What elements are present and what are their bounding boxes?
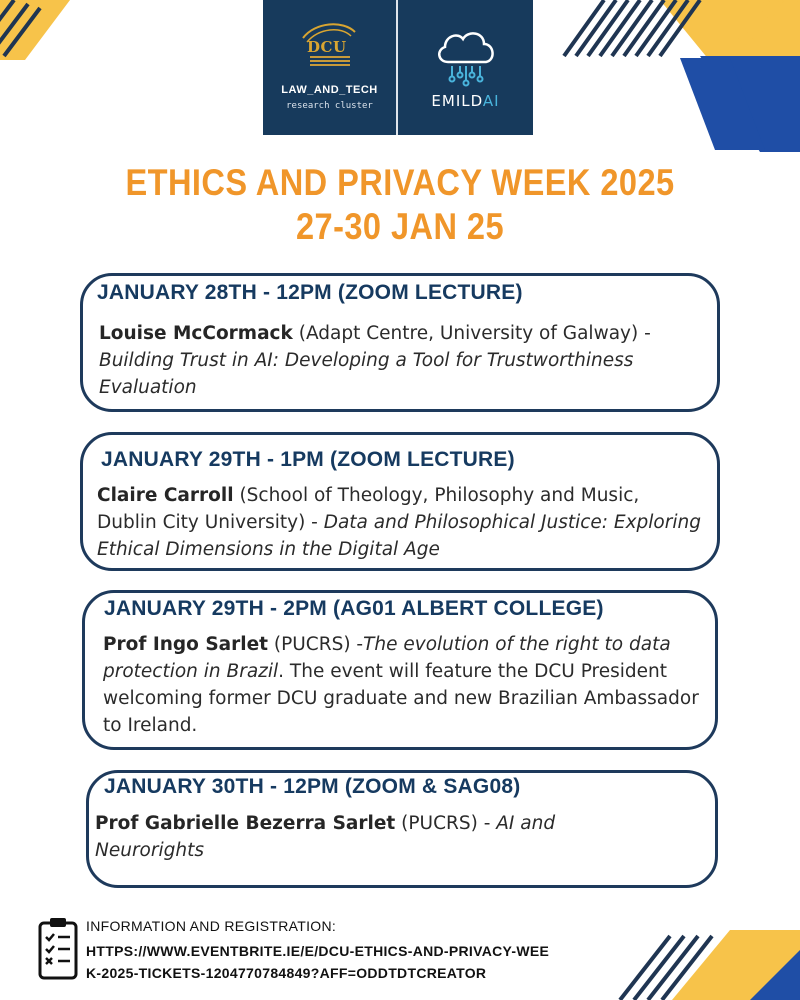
dcu-logo-subtext (310, 56, 350, 70)
event-4-affiliation: PUCRS (408, 813, 471, 834)
clipboard-checklist-icon (37, 915, 79, 981)
event-1-description: Louise McCormack (Adapt Centre, University of Galway) - Building Trust in AI: Developing a Tool for Trustworthiness Evaluation (99, 323, 651, 398)
event-1-speaker: Louise McCormack (99, 323, 293, 344)
emildai-wordmark (398, 92, 533, 110)
cluster-subtitle: research cluster (286, 101, 373, 111)
event-1-date-time: JANUARY 28TH - 12PM (97, 281, 332, 304)
top-right-graphic (560, 0, 800, 160)
event-2-speaker: Claire Carroll (97, 485, 234, 506)
top-left-stripes (0, 0, 80, 70)
cloud-circuit-icon (432, 26, 500, 88)
event-1-talk: Building Trust in AI: Developing a Tool for Trustworthiness Evaluation (99, 350, 634, 398)
event-2-separator: - (305, 512, 324, 533)
event-3-separator: - (350, 634, 364, 655)
event-3-description: Prof Ingo Sarlet (PUCRS) -The evolution of the right to data protection in Brazil. The event will feature the DCU President welcoming former DCU graduate and new Brazilian Ambassador to Ireland. (103, 634, 699, 736)
event-1-separator: - (638, 323, 651, 344)
logo-banner (263, 0, 533, 135)
event-3-speaker: Prof Ingo Sarlet (103, 634, 268, 655)
event-4-date-time: JANUARY 30TH - 12PM (104, 775, 339, 798)
event-4-separator: - (477, 813, 497, 834)
event-2-talk: Data and Philosophical Justice: Exploring Ethical Dimensions in the Digital Age (97, 512, 701, 560)
registration-link[interactable]: HTTPS://WWW.EVENTBRITE.IE/E/DCU-ETHICS-AND-PRIVACY-WEEK-2025-TICKETS-1204770784849?AFF=ODDTDTCREATOR (86, 943, 550, 981)
event-3-talk: The evolution of the right to data protection in Brazil (103, 634, 671, 682)
event-2-venue: ZOOM LECTURE (337, 448, 508, 471)
event-title: ETHICS AND PRIVACY WEEK 2025 (125, 162, 675, 203)
event-4-description: Prof Gabrielle Bezerra Sarlet (PUCRS) - AI and Neurorights (95, 813, 556, 861)
event-3-affiliation: PUCRS (281, 634, 344, 655)
event-3-venue: AG01 ALBERT COLLEGE (340, 597, 597, 620)
event-2-date-time: JANUARY 29TH - 1PM (101, 448, 324, 471)
event-1-heading: JANUARY 28TH - 12PM (ZOOM LECTURE) (97, 281, 523, 304)
event-1-venue: ZOOM LECTURE (345, 281, 516, 304)
event-2-affiliation: School of Theology, Philosophy and Music, Dublin City University (97, 485, 640, 533)
dcu-law-tech-logo (263, 0, 398, 135)
event-4-venue: ZOOM & SAG08 (352, 775, 514, 798)
event-4-heading: JANUARY 30TH - 12PM (ZOOM & SAG08) (104, 775, 521, 798)
emild-prefix: EMILD (431, 92, 483, 110)
event-4-talk: AI and Neurorights (95, 813, 556, 861)
event-dates: 27-30 JAN 25 (295, 206, 505, 247)
event-2-heading: JANUARY 29TH - 1PM (ZOOM LECTURE) (101, 448, 515, 471)
event-3-date-time: JANUARY 29TH - 2PM (104, 597, 327, 620)
registration-label: INFORMATION AND REGISTRATION: (86, 918, 337, 934)
event-3-note: . The event will feature the DCU President welcoming former DCU graduate and new Brazilian Ambassador to Ireland. (103, 661, 699, 736)
event-1-affiliation: Adapt Centre, University of Galway (305, 323, 631, 344)
event-2-description: Claire Carroll (School of Theology, Philosophy and Music, Dublin City University) - Data and Philosophical Justice: Exploring Ethical Dimensions in the Digital Age (97, 485, 701, 560)
emild-suffix: AI (482, 92, 500, 110)
event-3-heading: JANUARY 29TH - 2PM (AG01 ALBERT COLLEGE) (104, 597, 604, 620)
bottom-right-graphic (600, 920, 800, 1000)
cluster-title: LAW_AND_TECH (281, 84, 378, 96)
emildai-logo (398, 0, 533, 135)
event-4-speaker: Prof Gabrielle Bezerra Sarlet (95, 813, 396, 834)
dcu-logo-text: DCU (307, 38, 347, 56)
